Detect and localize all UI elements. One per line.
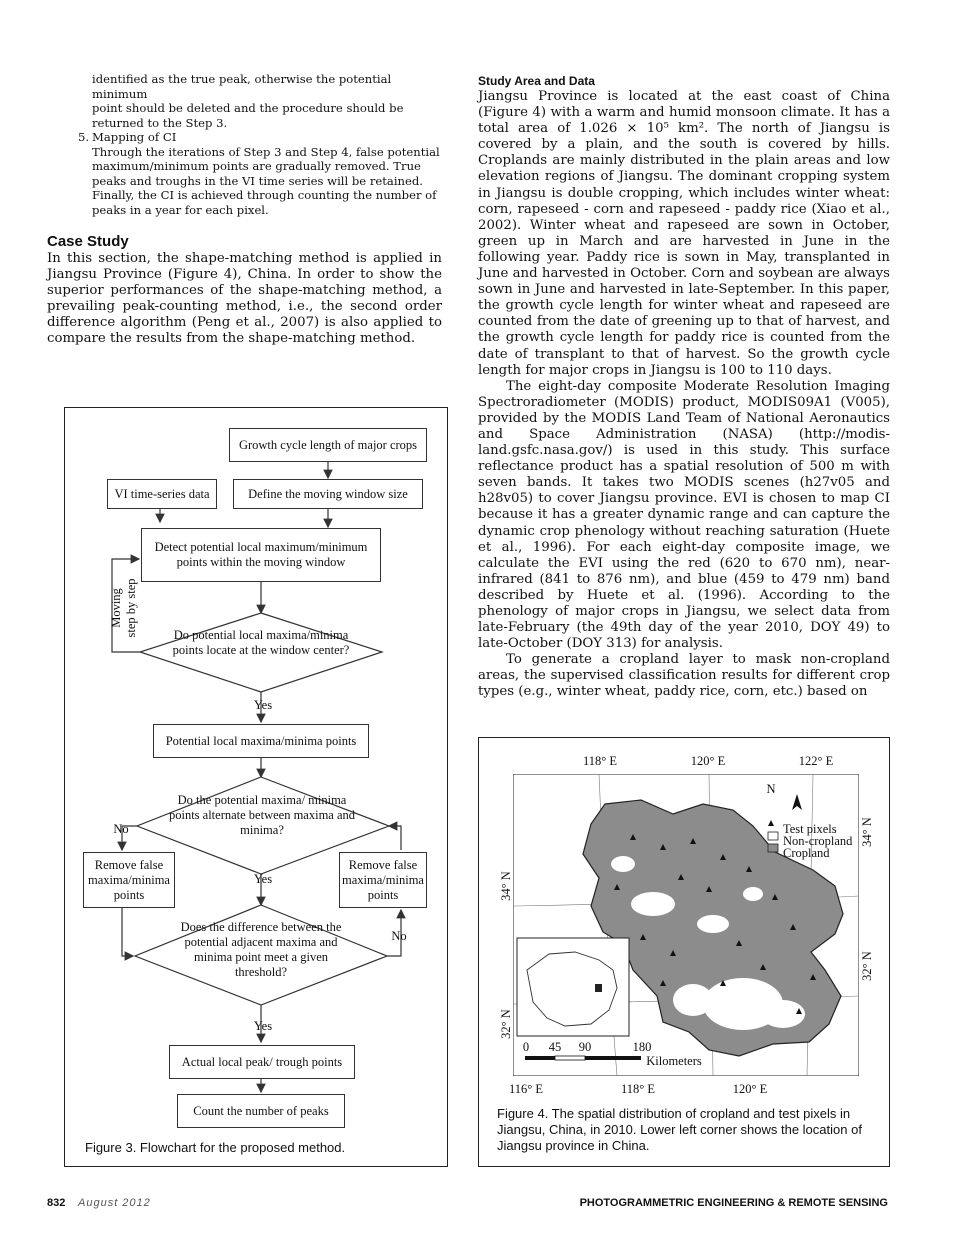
scale-tick-180: 180 bbox=[632, 1040, 652, 1054]
lon-label-bottom-3: 120° E bbox=[732, 1082, 768, 1096]
step5-number: 5. bbox=[78, 130, 90, 144]
lat-label-right-2: 32° N bbox=[860, 951, 874, 981]
study-area-paragraph-1: Jiangsu Province is located at the east coast of China (Figure 4) with a warm and humid monsoon climate. It has a total area of 1.026 × 10⁵ km². The north of Jiangsu is covered by a plain, and the south is covered by hills. Croplands are mainly distributed in the plain areas and low elevation regions of Jiangsu. The dominant cropping system in Jiangsu is double cropping, which includes winter wheat: corn, rapeseed - corn and rapeseed - paddy rice (Xiao et al., 2002). Winter wheat and rapeseed are sown in October, green up in March and are harvested in June in the following year. Paddy rice is sown in May, transplanted in June and harvested in October. Corn and soybean are always sown in June and harvested in late-September. In this paper, the growth cycle length for winter wheat and rapeseed are counted from the date of greening up to that of harvest, and the growth cycle length for paddy rice is counted from the date of transplant to that of harvest. So the growth cycle length for major crops in Jiangsu is 100 to 110 days. bbox=[478, 89, 890, 378]
yes-label-1: Yes bbox=[253, 698, 273, 712]
study-area-heading: Study Area and Data bbox=[478, 74, 595, 88]
step4-continuation bbox=[78, 72, 448, 130]
lon-label-bottom-1: 116° E bbox=[508, 1082, 544, 1096]
method-steps-list bbox=[78, 72, 448, 217]
text-line: point should be deleted and the procedure should be bbox=[92, 101, 404, 115]
scale-unit-label: Kilometers bbox=[646, 1054, 702, 1068]
return-arrow-left bbox=[122, 908, 133, 956]
journal-name: PHOTOGRAMMETRIC ENGINEERING & REMOTE SENSING bbox=[579, 1197, 888, 1209]
step5-item bbox=[78, 130, 448, 145]
text-line: maximum/minimum points are gradually removed. True bbox=[92, 159, 421, 173]
text-line: Through the iterations of Step 3 and Step 4, false potential bbox=[92, 144, 440, 159]
yes-label-2: Yes bbox=[253, 872, 273, 886]
box-window-size: Define the moving window size bbox=[233, 479, 423, 509]
lon-label-top-3: 122° E bbox=[798, 754, 834, 768]
figure-3-flowchart bbox=[64, 407, 448, 1167]
diamond-2-text: Do the potential maxima/ minima points alternate between maxima and minima? bbox=[168, 793, 356, 837]
scale-tick-90: 90 bbox=[578, 1040, 592, 1054]
lat-label-left-2: 32° N bbox=[499, 1009, 513, 1039]
box-growth-cycle: Growth cycle length of major crops bbox=[229, 428, 427, 462]
box-actual-peaks: Actual local peak/ trough points bbox=[169, 1045, 355, 1079]
step5-body bbox=[78, 145, 448, 218]
figure-4-caption: Figure 4. The spatial distribution of cropland and test pixels in Jiangsu, China, in 2010. Lower left corner shows the location of Jiangsu province in China. bbox=[497, 1106, 862, 1153]
text-line: identified as the true peak, otherwise the potential minimum bbox=[92, 72, 392, 101]
issue-date: August 2012 bbox=[78, 1197, 151, 1209]
text-line: Finally, the CI is achieved through counting the number of bbox=[92, 188, 437, 202]
scale-tick-0: 0 bbox=[522, 1040, 530, 1054]
legend-test-pixels: Test pixels bbox=[783, 822, 837, 836]
lat-label-left-1: 34° N bbox=[499, 871, 513, 901]
text-line: peaks in a year for each pixel. bbox=[92, 202, 269, 217]
north-label: N bbox=[766, 782, 776, 796]
figure-4-map bbox=[478, 737, 890, 1167]
study-area-text bbox=[478, 89, 890, 701]
box-remove-false-right: Remove false maxima/minima points bbox=[339, 852, 427, 908]
lon-label-bottom-2: 118° E bbox=[620, 1082, 656, 1096]
yes-label-3: Yes bbox=[253, 1019, 273, 1033]
box-potential-points: Potential local maxima/minima points bbox=[153, 724, 369, 758]
case-study-paragraph: In this section, the shape-matching method is applied in Jiangsu Province (Figure 4), China. In order to show the superior performances of the shape-matching method, a prevailing peak-counting method, i.e., the second order difference algorithm (Peng et al., 2007) is also applied to compare the results from the shape-matching method. bbox=[47, 251, 442, 347]
case-study-heading: Case Study bbox=[47, 233, 129, 250]
study-area-paragraph-2: The eight-day composite Moderate Resolution Imaging Spectroradiometer (MODIS) product, MODIS09A1 (V005), provided by the MODIS Land Team of National Aeronautics and Space Administration (NASA) (http://modis-land.gsfc.nasa.gov/) is used in this study. This surface reflectance product has a spatial resolution of 500 m with seven bands. It takes two MODIS scenes (h27v05 and h28v05) to cover Jiangsu province. EVI is chosen to map CI because it has a greater dynamic range and can capture the dynamic crop phenology without reaching saturation (Huete et al., 1996). For each eight-day composite image, we calculate the EVI using the red (620 to 670 nm), near-infrared (841 to 876 nm), and blue (459 to 479 nm) band described by Huete et al. (1996). According to the phenology of major crops in Jiangsu, we select data from late-February (the 49th day of the year 2010, DOY 49) to late-October (DOY 313) for analysis. bbox=[478, 378, 890, 652]
side-label-moving: Moving step by step bbox=[109, 578, 138, 638]
text-line: returned to the Step 3. bbox=[92, 115, 228, 130]
jiangsu-map bbox=[513, 774, 859, 1076]
no-label-left: No bbox=[113, 822, 129, 836]
scale-tick-45: 45 bbox=[548, 1040, 562, 1054]
diamond-1-text: Do potential local maxima/minima points locate at the window center? bbox=[172, 628, 350, 657]
lon-label-top-2: 120° E bbox=[690, 754, 726, 768]
legend-cropland: Cropland bbox=[783, 846, 830, 860]
page-number: 832 bbox=[47, 1197, 66, 1209]
study-area-paragraph-3: To generate a cropland layer to mask non-cropland areas, the supervised classification results for different crop types (e.g., winter wheat, paddy rice, corn, etc.) based on bbox=[478, 652, 890, 700]
no-label-right: No bbox=[391, 929, 407, 943]
text-line: peaks and troughs in the VI time series will be retained. bbox=[92, 173, 423, 188]
box-detect-points: Detect potential local maximum/minimum points within the moving window bbox=[141, 528, 381, 582]
lon-label-top-1: 118° E bbox=[582, 754, 618, 768]
diamond-3-text: Does the difference between the potential adjacent maxima and minima point meet a given threshold? bbox=[180, 920, 342, 979]
lat-label-right-1: 34° N bbox=[860, 817, 874, 847]
inset-china-map bbox=[517, 938, 629, 1036]
box-vi-data: VI time-series data bbox=[107, 479, 217, 509]
scale-bar bbox=[525, 1056, 641, 1060]
figure-3-caption: Figure 3. Flowchart for the proposed method. bbox=[85, 1140, 346, 1155]
box-count-peaks: Count the number of peaks bbox=[177, 1094, 345, 1128]
step5-title: Mapping of CI bbox=[92, 130, 177, 144]
return-arrow-right bbox=[389, 826, 401, 850]
legend-non-cropland: Non-cropland bbox=[783, 834, 853, 848]
box-remove-false-left: Remove false maxima/minima points bbox=[83, 852, 175, 908]
